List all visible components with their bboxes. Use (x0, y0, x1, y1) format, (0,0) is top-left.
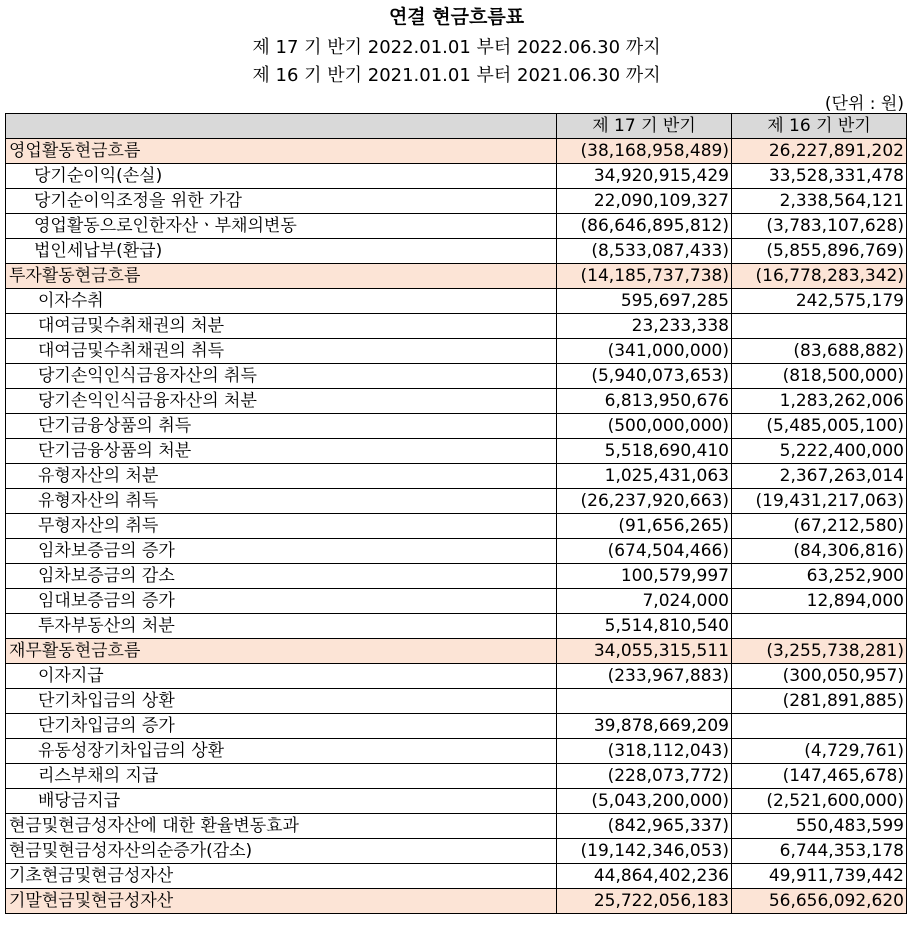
row-label: 대여금및수취채권의 취득 (6, 339, 557, 364)
row-label: 영업활동현금흐름 (6, 139, 557, 164)
prior-period-value: (67,212,580) (732, 514, 907, 539)
row-label: 이자지급 (6, 664, 557, 689)
current-period-value: (233,967,883) (557, 664, 732, 689)
prior-period-value: 26,227,891,202 (732, 139, 907, 164)
current-period-value: (500,000,000) (557, 414, 732, 439)
table-header-row (6, 114, 907, 139)
current-period-value: (842,965,337) (557, 814, 732, 839)
prior-period-value: 1,283,262,006 (732, 389, 907, 414)
row-label: 영업활동으로인한자산ㆍ부채의변동 (6, 214, 557, 239)
prior-period-value: 63,252,900 (732, 564, 907, 589)
current-period-value: (14,185,737,738) (557, 264, 732, 289)
row-label: 당기손익인식금융자산의 취득 (6, 364, 557, 389)
table-row (6, 139, 907, 164)
table-row (6, 214, 907, 239)
table-row (6, 589, 907, 614)
table-row (6, 364, 907, 389)
table-row (6, 639, 907, 664)
current-period-value: (8,533,087,433) (557, 239, 732, 264)
current-period-value: (228,073,772) (557, 764, 732, 789)
table-row (6, 164, 907, 189)
prior-period-value: (3,255,738,281) (732, 639, 907, 664)
prior-period-value: (83,688,882) (732, 339, 907, 364)
table-row (6, 439, 907, 464)
table-row (6, 514, 907, 539)
prior-period-value: (147,465,678) (732, 764, 907, 789)
current-period-value: 6,813,950,676 (557, 389, 732, 414)
current-period-value: (26,237,920,663) (557, 489, 732, 514)
table-row (6, 464, 907, 489)
statement-title: 연결 현금흐름표 (388, 6, 525, 28)
table-row (6, 864, 907, 889)
row-label: 현금및현금성자산의순증가(감소) (6, 839, 557, 864)
current-period-value: (5,043,200,000) (557, 789, 732, 814)
prior-period-value: 5,222,400,000 (732, 439, 907, 464)
current-period-value: (19,142,346,053) (557, 839, 732, 864)
prior-period-value (732, 614, 907, 639)
row-label: 투자활동현금흐름 (6, 264, 557, 289)
row-label: 임대보증금의 증가 (6, 589, 557, 614)
table-row (6, 839, 907, 864)
current-period-value: 22,090,109,327 (557, 189, 732, 214)
prior-period-value: (300,050,957) (732, 664, 907, 689)
row-label: 단기금융상품의 처분 (6, 439, 557, 464)
row-label: 유형자산의 취득 (6, 489, 557, 514)
current-period-value: 5,518,690,410 (557, 439, 732, 464)
prior-period-value (732, 314, 907, 339)
current-period-value: 34,055,315,511 (557, 639, 732, 664)
prior-period-value: 2,338,564,121 (732, 189, 907, 214)
prior-period-value: (2,521,600,000) (732, 789, 907, 814)
row-label: 투자부동산의 처분 (6, 614, 557, 639)
table-row (6, 414, 907, 439)
table-row (6, 539, 907, 564)
header-current-period: 제 17 기 반기 (557, 114, 732, 139)
current-period-value: (674,504,466) (557, 539, 732, 564)
prior-period-value: (818,500,000) (732, 364, 907, 389)
current-period-value: 595,697,285 (557, 289, 732, 314)
period-current: 제 17 기 반기 2022.01.01 부터 2022.06.30 까지 (252, 37, 661, 58)
period-prior: 제 16 기 반기 2021.01.01 부터 2021.06.30 까지 (252, 65, 661, 86)
prior-period-value: (84,306,816) (732, 539, 907, 564)
prior-period-value: (3,783,107,628) (732, 214, 907, 239)
row-label: 단기금융상품의 취득 (6, 414, 557, 439)
row-label: 당기순이익조정을 위한 가감 (6, 189, 557, 214)
current-period-value: 100,579,997 (557, 564, 732, 589)
prior-period-value: 550,483,599 (732, 814, 907, 839)
prior-period-value: 49,911,739,442 (732, 864, 907, 889)
row-label: 임차보증금의 감소 (6, 564, 557, 589)
current-period-value: 44,864,402,236 (557, 864, 732, 889)
prior-period-value: (4,729,761) (732, 739, 907, 764)
current-period-value: 23,233,338 (557, 314, 732, 339)
unit-label: (단위 : 원) (824, 94, 904, 114)
table-row (6, 189, 907, 214)
row-label: 기초현금및현금성자산 (6, 864, 557, 889)
header-label-cell (6, 114, 557, 139)
row-label: 임차보증금의 증가 (6, 539, 557, 564)
row-label: 기말현금및현금성자산 (6, 889, 557, 914)
current-period-value: 39,878,669,209 (557, 714, 732, 739)
table-row (6, 489, 907, 514)
row-label: 당기순이익(손실) (6, 164, 557, 189)
prior-period-value: (5,855,896,769) (732, 239, 907, 264)
header-prior-period: 제 16 기 반기 (732, 114, 907, 139)
prior-period-value: 33,528,331,478 (732, 164, 907, 189)
table-row (6, 289, 907, 314)
row-label: 유동성장기차입금의 상환 (6, 739, 557, 764)
table-row (6, 664, 907, 689)
table-row (6, 264, 907, 289)
current-period-value: 25,722,056,183 (557, 889, 732, 914)
current-period-value: 7,024,000 (557, 589, 732, 614)
row-label: 단기차입금의 증가 (6, 714, 557, 739)
table-row (6, 339, 907, 364)
table-body (6, 139, 907, 914)
current-period-value (557, 689, 732, 714)
row-label: 대여금및수취채권의 처분 (6, 314, 557, 339)
cash-flow-table (5, 113, 907, 914)
prior-period-value: (5,485,005,100) (732, 414, 907, 439)
table-row (6, 389, 907, 414)
row-label: 이자수취 (6, 289, 557, 314)
prior-period-value: 6,744,353,178 (732, 839, 907, 864)
table-row (6, 814, 907, 839)
prior-period-value: 242,575,179 (732, 289, 907, 314)
current-period-value: (341,000,000) (557, 339, 732, 364)
row-label: 현금및현금성자산에 대한 환율변동효과 (6, 814, 557, 839)
current-period-value: (38,168,958,489) (557, 139, 732, 164)
row-label: 리스부채의 지급 (6, 764, 557, 789)
current-period-value: (318,112,043) (557, 739, 732, 764)
prior-period-value: (281,891,885) (732, 689, 907, 714)
current-period-value: 5,514,810,540 (557, 614, 732, 639)
row-label: 당기손익인식금융자산의 처분 (6, 389, 557, 414)
current-period-value: (5,940,073,653) (557, 364, 732, 389)
prior-period-value: 12,894,000 (732, 589, 907, 614)
prior-period-value (732, 714, 907, 739)
prior-period-value: 56,656,092,620 (732, 889, 907, 914)
row-label: 재무활동현금흐름 (6, 639, 557, 664)
prior-period-value: 2,367,263,014 (732, 464, 907, 489)
table-row (6, 239, 907, 264)
current-period-value: 34,920,915,429 (557, 164, 732, 189)
row-label: 법인세납부(환급) (6, 239, 557, 264)
current-period-value: (86,646,895,812) (557, 214, 732, 239)
table-row (6, 764, 907, 789)
row-label: 무형자산의 취득 (6, 514, 557, 539)
table-row (6, 889, 907, 914)
row-label: 유형자산의 처분 (6, 464, 557, 489)
table-row (6, 789, 907, 814)
prior-period-value: (19,431,217,063) (732, 489, 907, 514)
current-period-value: 1,025,431,063 (557, 464, 732, 489)
current-period-value: (91,656,265) (557, 514, 732, 539)
row-label: 배당금지급 (6, 789, 557, 814)
table-row (6, 314, 907, 339)
table-row (6, 714, 907, 739)
table-row (6, 564, 907, 589)
row-label: 단기차입금의 상환 (6, 689, 557, 714)
table-row (6, 689, 907, 714)
prior-period-value: (16,778,283,342) (732, 264, 907, 289)
table-row (6, 739, 907, 764)
table-row (6, 614, 907, 639)
